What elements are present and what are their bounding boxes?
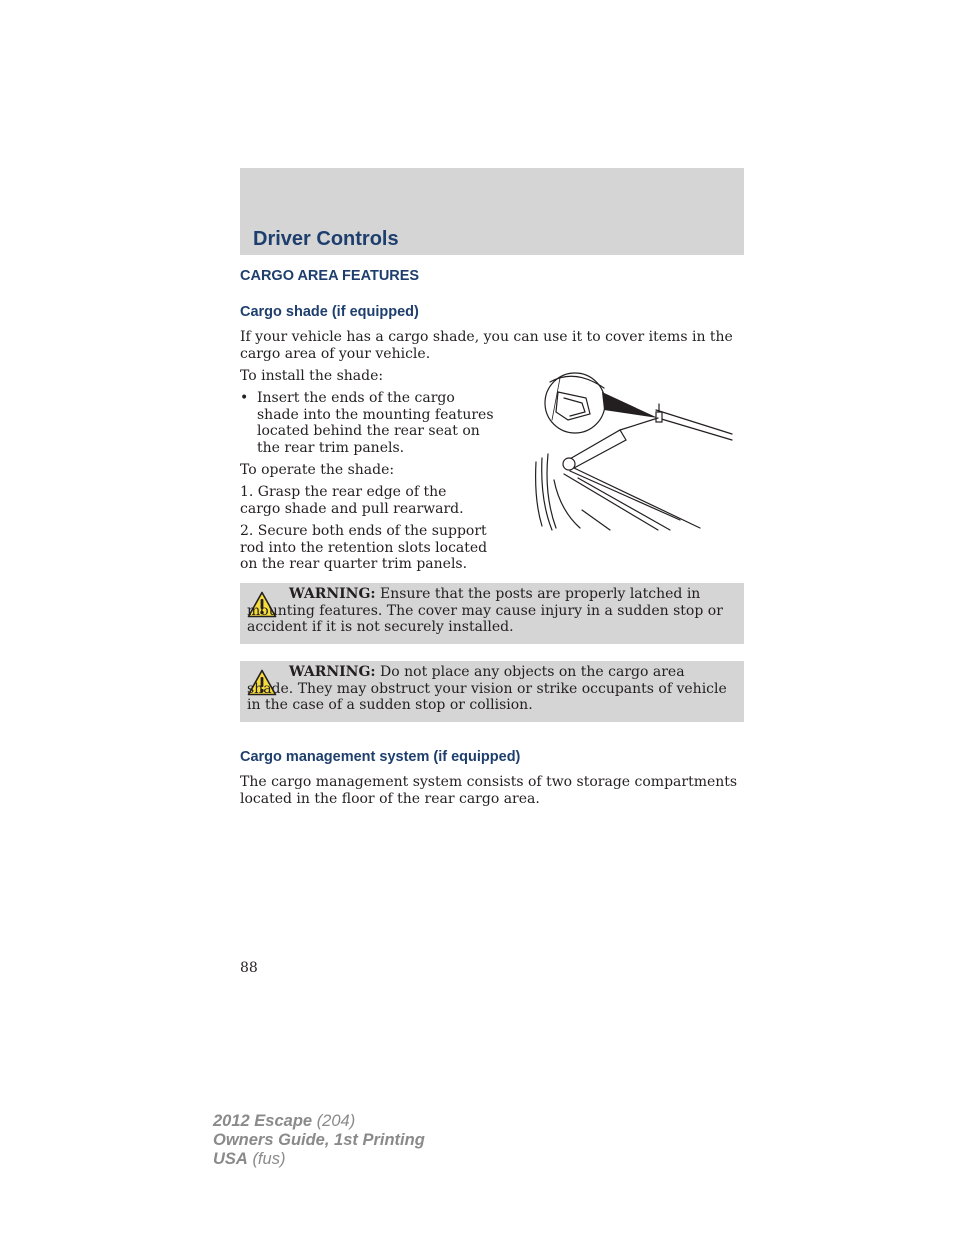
install-bullet-text: Insert the ends of the cargo shade into the mounting features located behind the rear seat on the rear trim panels. [257, 390, 494, 456]
warning-box [240, 583, 744, 644]
footer-edition: Owners Guide, 1st Printing [213, 1131, 425, 1149]
page-number: 88 [240, 960, 258, 976]
operate-step-2: 2. Secure both ends of the support rod into the retention slots located on the rear quarter trim panels. [240, 523, 488, 572]
footer-market: USA [213, 1150, 248, 1168]
section-title: CARGO AREA FEATURES [240, 268, 420, 284]
cargo-shade-heading: Cargo shade (if equipped) [240, 304, 419, 320]
page-title: Driver Controls [253, 228, 399, 250]
bullet-mark: • [240, 390, 249, 406]
document-footer [213, 1112, 425, 1169]
install-label: To install the shade: [240, 368, 384, 384]
warning-text [247, 586, 735, 636]
cargo-shade-intro: If your vehicle has a cargo shade, you can use it to cover items in the cargo area of your vehicle. [240, 329, 733, 362]
warning-message: Do not place any objects on the cargo area shade. They may obstruct your vision or strike occupants of vehicle in the case of a sudden stop or collision. [247, 664, 727, 713]
footer-model: 2012 Escape [213, 1112, 313, 1130]
footer-market-code: (fus) [252, 1150, 286, 1168]
warning-message: Ensure that the posts are properly latched in mounting features. The cover may cause injury in a sudden stop or accident if it is not securely installed. [247, 586, 723, 635]
cargo-management-text: The cargo management system consists of two storage compartments located in the floor of the rear cargo area. [240, 774, 738, 807]
warning-label: WARNING: [289, 664, 376, 680]
cargo-management-heading: Cargo management system (if equipped) [240, 749, 521, 765]
warning-text [247, 664, 735, 714]
warning-label: WARNING: [289, 586, 376, 602]
section-header-band [240, 168, 744, 255]
cargo-shade-illustration [530, 370, 736, 532]
operate-step-1: 1. Grasp the rear edge of the cargo shade and pull rearward. [240, 484, 464, 517]
operate-label: To operate the shade: [240, 462, 395, 478]
warning-box [240, 661, 744, 722]
footer-model-code: (204) [316, 1112, 356, 1130]
